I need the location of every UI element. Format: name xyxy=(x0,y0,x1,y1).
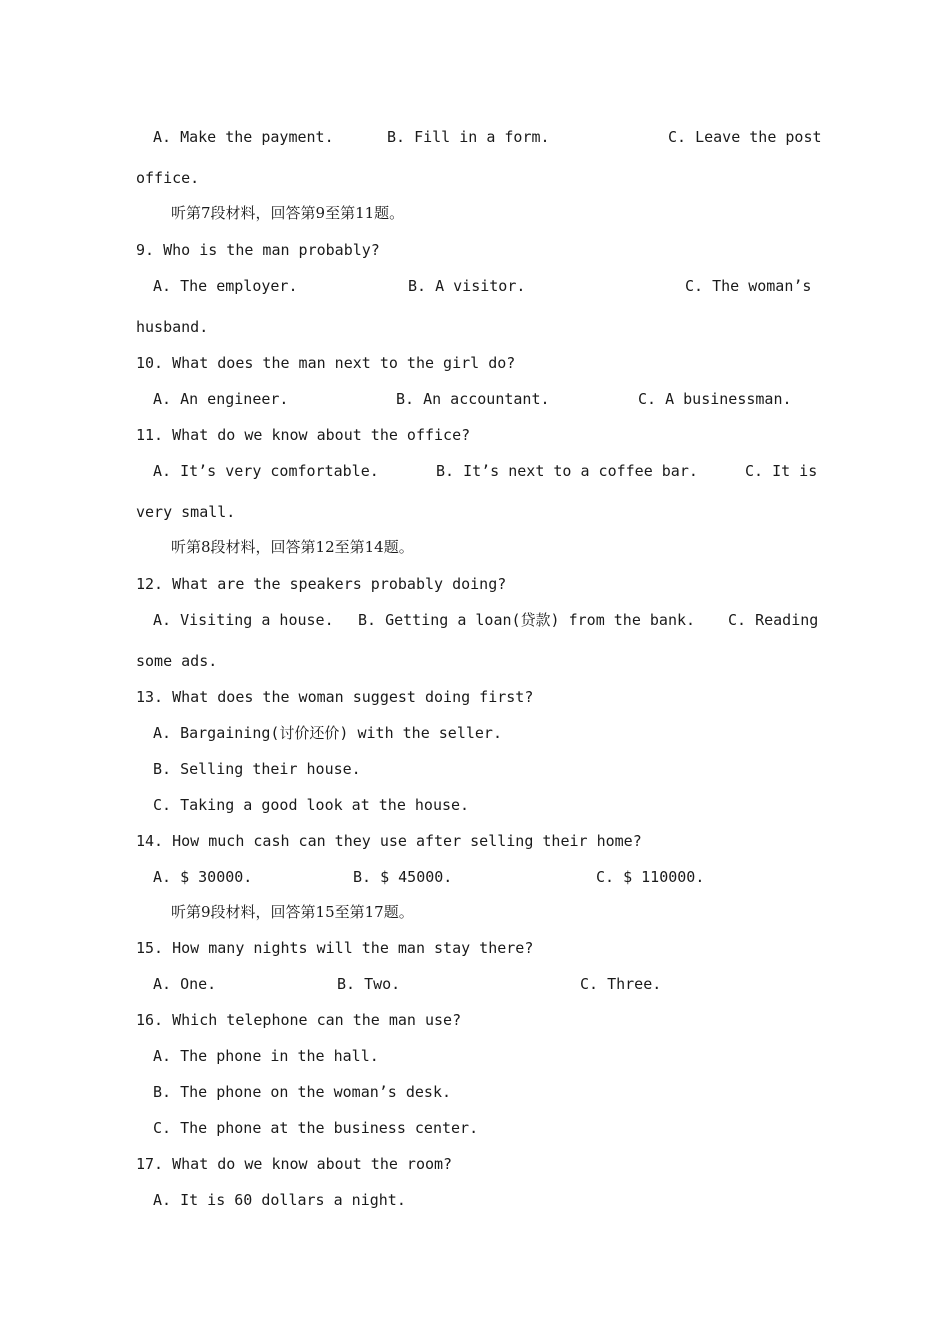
q10-option-b: B. An accountant. xyxy=(396,390,550,408)
q14-stem: 14. How much cash can they use after selling their home? xyxy=(136,832,642,850)
q12-option-b: B. Getting a loan(贷款) from the bank. xyxy=(358,611,696,629)
q14-option-a: A. $ 30000. xyxy=(153,868,253,886)
section-9-heading: 听第9段材料，回答第15至第17题。 xyxy=(171,903,414,921)
q17-stem: 17. What do we know about the room? xyxy=(136,1155,453,1173)
q11-option-a: A. It’s very comfortable. xyxy=(153,462,379,480)
q12-option-c: C. Reading xyxy=(728,611,819,629)
q16-stem: 16. Which telephone can the man use? xyxy=(136,1011,462,1029)
q11-option-b: B. It’s next to a coffee bar. xyxy=(436,462,698,480)
q9-option-a: A. The employer. xyxy=(153,277,298,295)
q16-option-c: C. The phone at the business center. xyxy=(153,1119,479,1137)
q15-option-b: B. Two. xyxy=(337,975,401,993)
q12-stem: 12. What are the speakers probably doing? xyxy=(136,575,507,593)
q13-option-a: A. Bargaining(讨价还价) with the seller. xyxy=(153,724,502,742)
q11-option-c-continued: very small. xyxy=(136,503,236,521)
q16-option-b: B. The phone on the woman’s desk. xyxy=(153,1083,452,1101)
q8-option-c: C. Leave the post xyxy=(668,128,822,146)
q12-option-c-continued: some ads. xyxy=(136,652,218,670)
q17-option-a: A. It is 60 dollars a night. xyxy=(153,1191,406,1209)
q9-option-b: B. A visitor. xyxy=(408,277,526,295)
q8-option-b: B. Fill in a form. xyxy=(387,128,550,146)
q8-option-a: A. Make the payment. xyxy=(153,128,334,146)
section-8-heading: 听第8段材料，回答第12至第14题。 xyxy=(171,538,414,556)
q9-option-c: C. The woman’s xyxy=(685,277,812,295)
q10-option-c: C. A businessman. xyxy=(638,390,792,408)
q11-option-c: C. It is xyxy=(745,462,818,480)
q11-stem: 11. What do we know about the office? xyxy=(136,426,471,444)
q14-option-b: B. $ 45000. xyxy=(353,868,453,886)
q12-option-a: A. Visiting a house. xyxy=(153,611,334,629)
q9-option-c-continued: husband. xyxy=(136,318,209,336)
section-7-heading: 听第7段材料，回答第9至第11题。 xyxy=(171,204,405,222)
q15-stem: 15. How many nights will the man stay there? xyxy=(136,939,534,957)
q13-option-c: C. Taking a good look at the house. xyxy=(153,796,470,814)
q8-option-c-continued: office. xyxy=(136,169,200,187)
q9-stem: 9. Who is the man probably? xyxy=(136,241,380,259)
q15-option-a: A. One. xyxy=(153,975,217,993)
q15-option-c: C. Three. xyxy=(580,975,662,993)
q16-option-a: A. The phone in the hall. xyxy=(153,1047,379,1065)
q13-stem: 13. What does the woman suggest doing first? xyxy=(136,688,534,706)
q10-option-a: A. An engineer. xyxy=(153,390,289,408)
q10-stem: 10. What does the man next to the girl do? xyxy=(136,354,516,372)
q13-option-b: B. Selling their house. xyxy=(153,760,361,778)
q14-option-c: C. $ 110000. xyxy=(596,868,705,886)
